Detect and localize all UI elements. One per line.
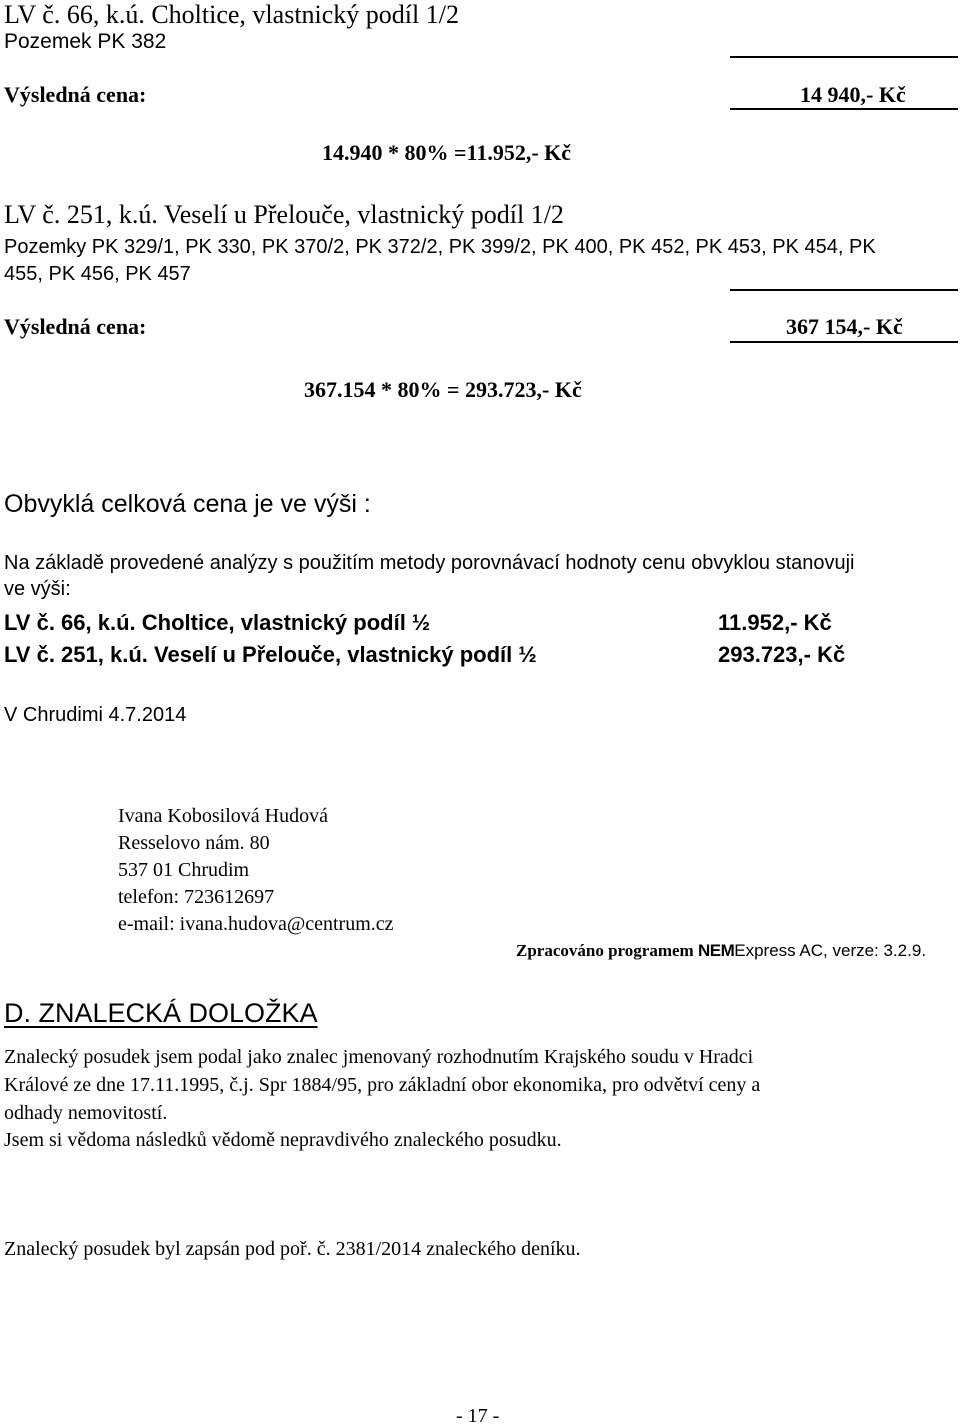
lv2-parcels-line2: 455, PK 456, PK 457 <box>4 263 191 285</box>
author-street: Resselovo nám. 80 <box>118 832 270 854</box>
software-note <box>516 941 926 961</box>
lv2-result-value: 367 154,- Kč <box>786 314 903 339</box>
summary-item-value: 11.952,- Kč <box>718 610 832 635</box>
software-brand: NEM <box>697 941 735 960</box>
lv2-result-label: Výsledná cena: <box>4 314 147 339</box>
lv2-calc: 367.154 * 80% = 293.723,- Kč <box>304 377 582 402</box>
lv1-parcels: Pozemek PK 382 <box>4 30 167 53</box>
summary-item-value: 293.723,- Kč <box>718 642 846 667</box>
lv2-rule-top <box>730 289 958 291</box>
lv2-parcels-line1: Pozemky PK 329/1, PK 330, PK 370/2, PK 372/2, PK 399/2, PK 400, PK 452, PK 453, PK 454, PK <box>4 236 876 258</box>
lv1-result-value: 14 940,- Kč <box>800 82 906 107</box>
summary-item-label: LV č. 251, k.ú. Veselí u Přelouče, vlastnický podíl ½ <box>4 642 537 667</box>
section-d-p1-line1: Znalecký posudek jsem podal jako znalec jmenovaný rozhodnutím Krajského soudu v Hradci <box>4 1046 754 1068</box>
software-prefix: Zpracováno programem <box>516 941 698 960</box>
section-d-heading: D. ZNALECKÁ DOLOŽKA <box>4 998 318 1028</box>
summary-intro-line2: ve výši: <box>4 578 71 600</box>
summary-item-label: LV č. 66, k.ú. Choltice, vlastnický podíl ½ <box>4 610 431 635</box>
author-city: 537 01 Chrudim <box>118 859 250 881</box>
lv1-calc: 14.940 * 80% =11.952,- Kč <box>322 140 572 165</box>
lv1-heading: LV č. 66, k.ú. Choltice, vlastnický podíl 1/2 <box>4 0 459 29</box>
lv1-rule-top <box>730 56 958 58</box>
summary-heading: Obvyklá celková cena je ve výši : <box>4 490 371 518</box>
lv2-rule-bottom <box>730 341 958 343</box>
section-d-registry: Znalecký posudek byl zapsán pod poř. č. 2381/2014 znaleckého deníku. <box>4 1238 581 1260</box>
author-email: e-mail: ivana.hudova@centrum.cz <box>118 913 394 935</box>
author-name: Ivana Kobosilová Hudová <box>118 805 328 827</box>
section-d-p1-line3: odhady nemovitostí. <box>4 1102 168 1124</box>
place-date: V Chrudimi 4.7.2014 <box>4 704 187 726</box>
software-product: Express AC, verze: 3.2.9. <box>734 941 927 960</box>
lv1-rule-bottom <box>730 108 958 110</box>
author-phone: telefon: 723612697 <box>118 886 275 908</box>
summary-intro-line1: Na základě provedené analýzy s použitím metody porovnávací hodnoty cenu obvyklou stanovuji <box>4 552 855 574</box>
section-d-p1-line2: Králové ze dne 17.11.1995, č.j. Spr 1884/95, pro základní obor ekonomika, pro odvětví ceny a <box>4 1074 761 1096</box>
page-number: - 17 - <box>456 1405 500 1427</box>
section-d-p2: Jsem si vědoma následků vědomě nepravdivého znaleckého posudku. <box>4 1129 562 1151</box>
lv2-heading: LV č. 251, k.ú. Veselí u Přelouče, vlastnický podíl 1/2 <box>4 200 564 229</box>
lv1-result-label: Výsledná cena: <box>4 82 147 107</box>
